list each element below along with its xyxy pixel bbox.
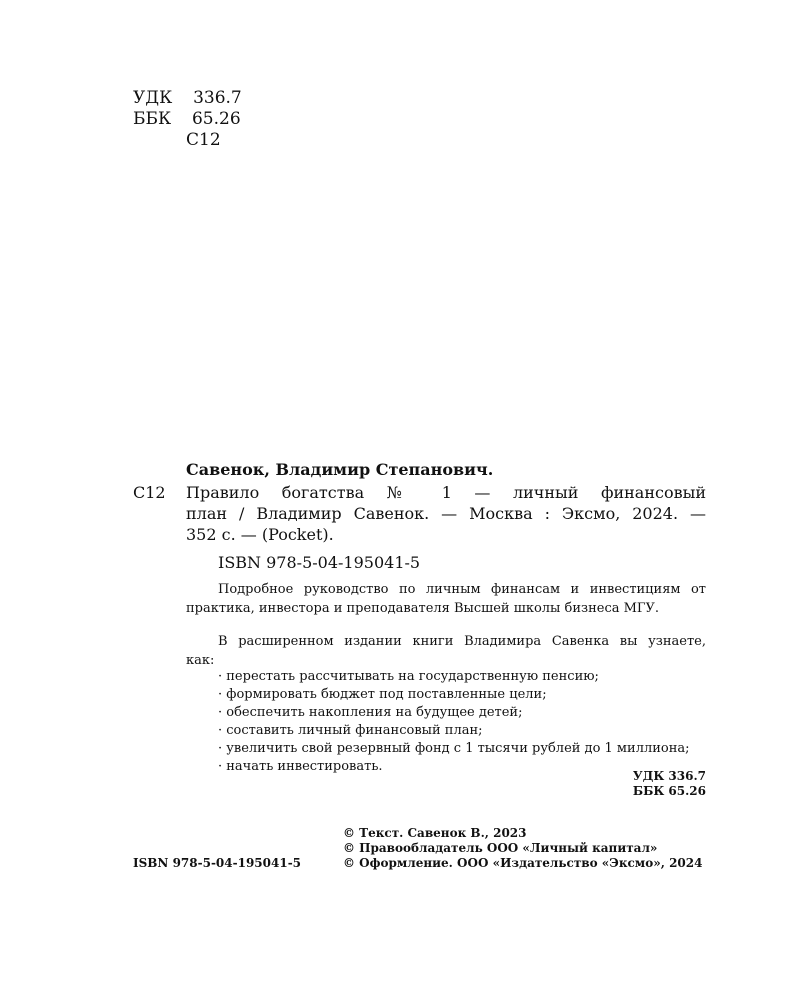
title-line-2: план / Владимир Савенок. — Москва : Эксмо, 2024. — [186,504,706,523]
summary-line-1: Подробное руководство по личным финансам и инвестициям от [218,582,706,597]
copyright-design: © Оформление. ООО «Издательство «Эксмо», 2024 [343,856,703,870]
copyright-owner: © Правообладатель ООО «Личный капитал» [343,841,658,855]
isbn-record: ISBN 978-5-04-195041-5 [218,553,421,572]
list-item: · составить личный финансовый план; [218,723,483,738]
bbk-code-bottom: ББК 65.26 [632,784,706,798]
list-item: · начать инвестировать. [218,759,383,774]
title-line-3: 352 с. — (Pocket). [186,525,334,544]
udk-code-top [133,88,242,109]
summary-line-2: практика, инвестора и преподавателя Высшей школы бизнеса МГУ. [186,601,660,616]
bbk-code-top [133,109,241,130]
udk-code-bottom: УДК 336.7 [632,769,706,783]
udk-value: 336.7 [193,88,242,108]
copyright-text: © Текст. Савенок В., 2023 [343,826,527,840]
bbk-label: ББК [133,109,172,129]
title-line-1: Правило богатства № 1 — личный финансовый [186,483,706,502]
list-item: · увеличить свой резервный фонд с 1 тысячи рублей до 1 миллиона; [218,741,690,756]
isbn-footer: ISBN 978-5-04-195041-5 [133,856,302,870]
author-mark-top: С12 [186,130,221,150]
list-item: · формировать бюджет под поставленные цели; [218,687,547,702]
author-mark: С12 [133,483,166,502]
author-heading: Савенок, Владимир Степанович. [186,460,494,479]
list-item: · обеспечить накопления на будущее детей; [218,705,523,720]
udk-label: УДК [133,88,173,108]
benefits-list [218,668,690,776]
bbk-value: 65.26 [191,109,241,129]
intro-line-1: В расширенном издании книги Владимира Савенка вы узнаете, [218,634,706,649]
list-item: · перестать рассчитывать на государственную пенсию; [218,669,599,684]
intro-line-2: как: [186,653,215,668]
